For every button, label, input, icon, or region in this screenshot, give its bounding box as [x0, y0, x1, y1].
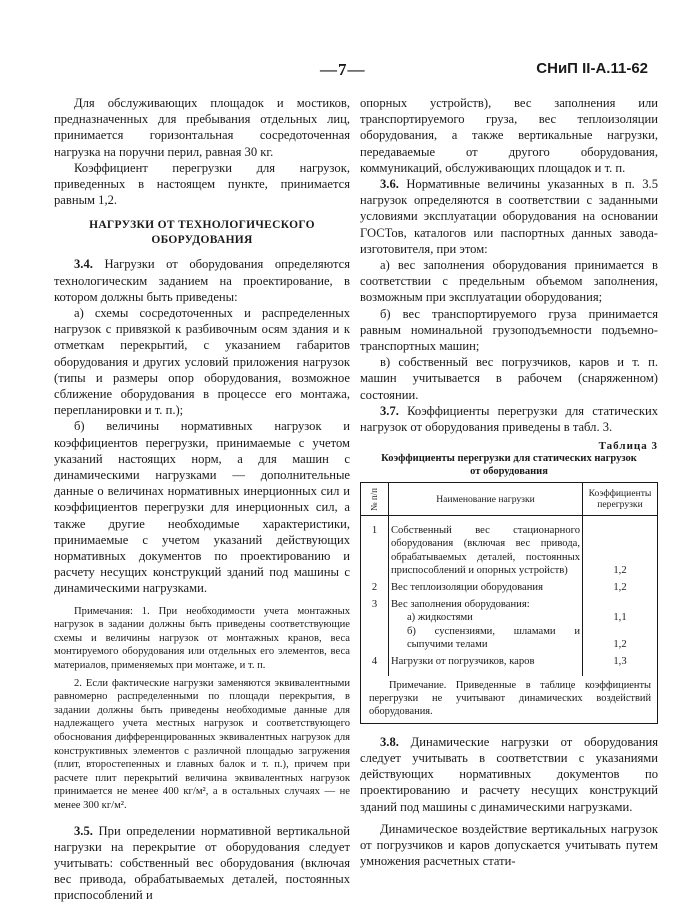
paragraph-3-6 [360, 176, 658, 257]
table-row [361, 611, 658, 624]
section-title-line-2: ОБОРУДОВАНИЯ [151, 234, 253, 247]
table-title-line-2: от оборудования [470, 465, 548, 477]
clause-text-3-8: Динамические нагрузки от оборудования следует учитывать в соответствии с указаниями действующих нормативных документов по проектированию и расчету несущих конструкций зданий под машины с динамическими нагрузками. [360, 734, 658, 814]
row-number [361, 611, 389, 624]
paragraph-3-5 [54, 823, 350, 904]
page-number: —7— [320, 60, 366, 79]
clause-number-3-6: 3.6. [380, 177, 399, 192]
column-header-coefficient: Коэффициенты перегрузки [583, 483, 658, 516]
row-number: 2 [361, 577, 389, 594]
clause-number-3-4: 3.4. [74, 257, 93, 272]
table-row [361, 625, 658, 651]
paragraph-3-6-c: в) собственный вес погрузчиков, каров и т. п. машин учитывается в рабочем (снаряженном) состоянии. [360, 355, 658, 402]
left-column [54, 95, 350, 904]
paragraph-3-4-b: б) величины нормативных нагрузок и коэффициентов перегрузки, принимаемые с учетом указаний настоящих норм, а для машин с динамическими нагрузками — дополнительные данные о величинах нормативных инерционных сил и коэффициентов перегрузки для инерционных сил, а также другие необходимые характеристики, принимаемые с учетом указаний действующих нормативных документов по проектированию и расчету несущих конструкций зданий под машины с динамическими нагрузками. [54, 419, 350, 596]
table-row [361, 577, 658, 594]
row-number: 3 [361, 594, 389, 611]
row-name: Собственный вес стационарного оборудования (включая вес привода, обрабатываемых деталей, постоянных приспособлений и опорных устройств) [388, 516, 582, 577]
paragraph-3-6-b: б) вес транспортируемого груза принимается равным номинальной грузоподъемности подъемно-транспортных машин; [360, 306, 658, 354]
paragraph-3-7 [360, 403, 658, 435]
row-number [361, 625, 389, 651]
paragraph-3-4-a: а) схемы сосредоточенных и распределенных нагрузок с привязкой к разбивочным осям здания и к отметкам перекрытий, с указанием габаритов оборудования и других условий приложения нагрузок (типы и размеры опор оборудования, возможное сближение оборудования в процессе его монтажа, перепланировки и т. п.); [54, 306, 350, 418]
paragraph-dynamic-loads: Динамическое воздействие вертикальных нагрузок от погрузчиков и каров допускается учитывать путем умножения расчетных стати- [360, 821, 658, 869]
column-header-name: Наименование нагрузки [388, 483, 582, 516]
clause-text-3-5: При определении нормативной вертикальной нагрузки на перекрытие от оборудования следует учитывать: собственный вес оборудования (включая вес привода, обрабатываемых деталей, постоянных приспособлений и [54, 823, 350, 903]
notes-block [54, 605, 350, 813]
row-name: а) жидкостями [388, 611, 582, 624]
table-note: Примечание. Приведенные в таблице коэффициенты перегрузки не учитывают динамических воздействий оборудования. [369, 680, 651, 717]
section-title [54, 218, 350, 248]
table-title-line-1: Коэффициенты перегрузки для статических нагрузок [381, 453, 637, 465]
document-code: СНиП II-А.11-62 [536, 60, 648, 77]
overload-coefficients-table [360, 482, 658, 676]
row-number: 1 [361, 516, 389, 577]
row-name: Вес заполнения оборудования: [388, 594, 582, 611]
note-2: 2. Если фактические нагрузки заменяются эквивалентными равномерно распределенными по площади перекрытия, в задании должны быть приведены необходимые данные для надлежащего учета местных нагрузок и соответствующего обоснования дифференцированных эквивалентных нагрузок для конструктивных элементов с различной площадью загружения (плит, второстепенных и главных балок и т. п.), причем при расчете плит перекрытий величина эквивалентных нагрузок принимается не менее 400 кг/м², а в остальных случаях — не менее 300 кг/м². [54, 677, 350, 811]
table-row [361, 594, 658, 611]
row-name: Вес теплоизоляции оборудования [388, 577, 582, 594]
clause-number-3-8: 3.8. [380, 734, 399, 749]
row-coefficient: 1,2 [583, 516, 658, 577]
clause-text-3-7: Коэффициенты перегрузки для статических нагрузок от оборудования приведены в табл. 3. [360, 403, 658, 435]
row-name: б) суспензиями, шламами и сыпучими телами [388, 625, 582, 651]
paragraph-3-6-a: а) вес заполнения оборудования принимается в соответствии с предельным объемом заполнения, возможным при эксплуатации оборудования; [360, 258, 658, 305]
paragraph-3-8 [360, 734, 658, 815]
column-header-number: № п/п [361, 483, 389, 516]
paragraph-platforms: Для обслуживающих площадок и мостиков, предназначенных для пребывания отдельных лиц, принимается горизонтальная сосредоточенная нагрузка на поручни перил, равная 30 кг. [54, 96, 350, 159]
row-coefficient: 1,2 [583, 625, 658, 651]
table-note-box [360, 676, 658, 723]
right-column [360, 95, 658, 869]
table-row [361, 516, 658, 577]
clause-number-3-7: 3.7. [380, 403, 399, 418]
table-label: Таблица 3 [598, 440, 658, 453]
table-row [361, 651, 658, 676]
row-name: Нагрузки от погрузчиков, каров [388, 651, 582, 676]
row-number: 4 [361, 651, 389, 676]
paragraph-overload-coef: Коэффициент перегрузки для нагрузок, приведенных в настоящем пункте, принимается равным 1,2. [54, 160, 350, 208]
note-1: Примечания: 1. При необходимости учета монтажных нагрузок в задании должны быть приведены соответствующие схемы и величины нагрузок от монтажных кранов, веса монтируемого оборудования или отдельных его элементов, веса материалов, применяемых при монтаже, и т. п. [54, 605, 350, 672]
row-coefficient: 1,1 [583, 611, 658, 624]
row-coefficient [583, 594, 658, 611]
clause-number-3-5: 3.5. [74, 823, 93, 838]
table-header-row [361, 483, 658, 516]
table-title [360, 453, 658, 478]
paragraph-3-5-continued: опорных устройств), вес заполнения или транспортируемого груза, вес теплоизоляции оборудования, а также вертикальные нагрузки, передаваемые от другого оборудования, коммуникаций, обслуживающих площадок и т. п. [360, 96, 658, 175]
row-coefficient: 1,2 [583, 577, 658, 594]
clause-text-3-6: Нормативные величины указанных в п. 3.5 нагрузок определяются в соответствии с заданными условиями эксплуатации оборудования на основании ГОСТов, каталогов или паспортных данных завода-изготовителя, при этом: [360, 177, 658, 256]
row-coefficient: 1,3 [583, 651, 658, 676]
section-title-line-1: НАГРУЗКИ ОТ ТЕХНОЛОГИЧЕСКОГО [89, 219, 315, 232]
paragraph-3-4 [54, 256, 350, 305]
clause-text-3-4: Нагрузки от оборудования определяются технологическим заданием на проектирование, в котором должны быть приведены: [54, 257, 350, 304]
